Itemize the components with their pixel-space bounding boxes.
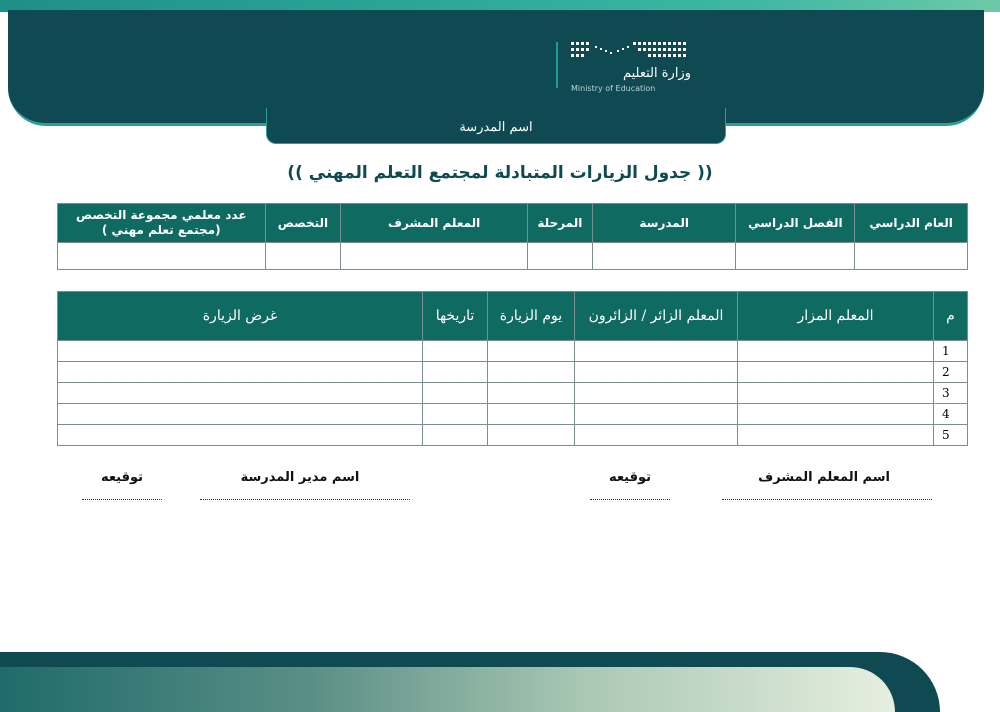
cell-visit-purpose[interactable] (58, 425, 423, 446)
table-row (58, 404, 968, 425)
cell-visit-purpose[interactable] (58, 383, 423, 404)
input-group-teachers-count[interactable] (58, 243, 266, 270)
table-row (58, 341, 968, 362)
logo-english-text: Ministry of Education (571, 84, 656, 93)
row-number: 4 (934, 404, 968, 425)
supervisor-signature-line[interactable] (590, 499, 670, 500)
info-table-input-row (58, 243, 968, 270)
principal-signature-line[interactable] (82, 499, 162, 500)
cell-visiting-teachers[interactable] (575, 341, 738, 362)
input-semester[interactable] (736, 243, 855, 270)
input-stage[interactable] (527, 243, 592, 270)
header-school: المدرسة (592, 204, 736, 243)
supervisor-signature-label: توقيعه (608, 470, 652, 485)
header-specialization: التخصص (265, 204, 341, 243)
header-visiting-teachers: المعلم الزائر / الزائرون (575, 292, 738, 341)
principal-name-label: اسم مدير المدرسة (240, 470, 360, 485)
page-title: (( جدول الزيارات المتبادلة لمجتمع التعلم المهني )) (287, 163, 713, 183)
cell-visiting-teachers[interactable] (575, 383, 738, 404)
cell-visit-purpose[interactable] (58, 341, 423, 362)
cell-visit-day[interactable] (488, 341, 575, 362)
cell-visited-teacher[interactable] (738, 404, 934, 425)
cell-visit-purpose[interactable] (58, 362, 423, 383)
visits-table-header-row (58, 292, 968, 341)
cell-visited-teacher[interactable] (738, 425, 934, 446)
cell-visited-teacher[interactable] (738, 341, 934, 362)
cell-visit-date[interactable] (423, 341, 488, 362)
cell-visit-purpose[interactable] (58, 404, 423, 425)
table-row (58, 425, 968, 446)
cell-visiting-teachers[interactable] (575, 425, 738, 446)
cell-visit-date[interactable] (423, 425, 488, 446)
cell-visit-day[interactable] (488, 383, 575, 404)
cell-visit-date[interactable] (423, 404, 488, 425)
info-table-header-row (58, 204, 968, 243)
header-semester: الفصل الدراسي (736, 204, 855, 243)
cell-visiting-teachers[interactable] (575, 362, 738, 383)
table-row (58, 362, 968, 383)
table-row (58, 383, 968, 404)
cell-visit-date[interactable] (423, 362, 488, 383)
cell-visit-day[interactable] (488, 404, 575, 425)
cell-visited-teacher[interactable] (738, 383, 934, 404)
visits-table (57, 291, 968, 446)
header-visit-day: يوم الزيارة (488, 292, 575, 341)
row-number: 3 (934, 383, 968, 404)
row-number: 2 (934, 362, 968, 383)
cell-visit-date[interactable] (423, 383, 488, 404)
header-academic-year: العام الدراسي (855, 204, 968, 243)
logo-arabic-text: وزارة التعليم (622, 66, 691, 81)
logo-divider (556, 42, 558, 88)
info-table (57, 203, 968, 270)
header-group-teachers-count: عدد معلمي مجموعة التخصص (مجتمع تعلم مهني ) (58, 204, 266, 243)
header-visited-teacher: المعلم المزار (738, 292, 934, 341)
header-stage: المرحلة (527, 204, 592, 243)
header-visit-date: تاريخها (423, 292, 488, 341)
row-number: 1 (934, 341, 968, 362)
footer-gradient-band (0, 667, 895, 712)
header-supervisor: المعلم المشرف (341, 204, 528, 243)
input-academic-year[interactable] (855, 243, 968, 270)
cell-visited-teacher[interactable] (738, 362, 934, 383)
header-number: م (934, 292, 968, 341)
school-name-field[interactable]: اسم المدرسة (266, 108, 726, 144)
ministry-logo-icon (571, 40, 691, 60)
principal-signature-label: توقيعه (100, 470, 144, 485)
supervisor-name-line[interactable] (722, 499, 932, 500)
principal-name-line[interactable] (200, 499, 410, 500)
cell-visit-day[interactable] (488, 362, 575, 383)
header-visit-purpose: غرض الزيارة (58, 292, 423, 341)
row-number: 5 (934, 425, 968, 446)
input-school[interactable] (592, 243, 736, 270)
input-supervisor[interactable] (341, 243, 528, 270)
cell-visit-day[interactable] (488, 425, 575, 446)
input-specialization[interactable] (265, 243, 341, 270)
supervisor-name-label: اسم المعلم المشرف (758, 470, 890, 485)
cell-visiting-teachers[interactable] (575, 404, 738, 425)
